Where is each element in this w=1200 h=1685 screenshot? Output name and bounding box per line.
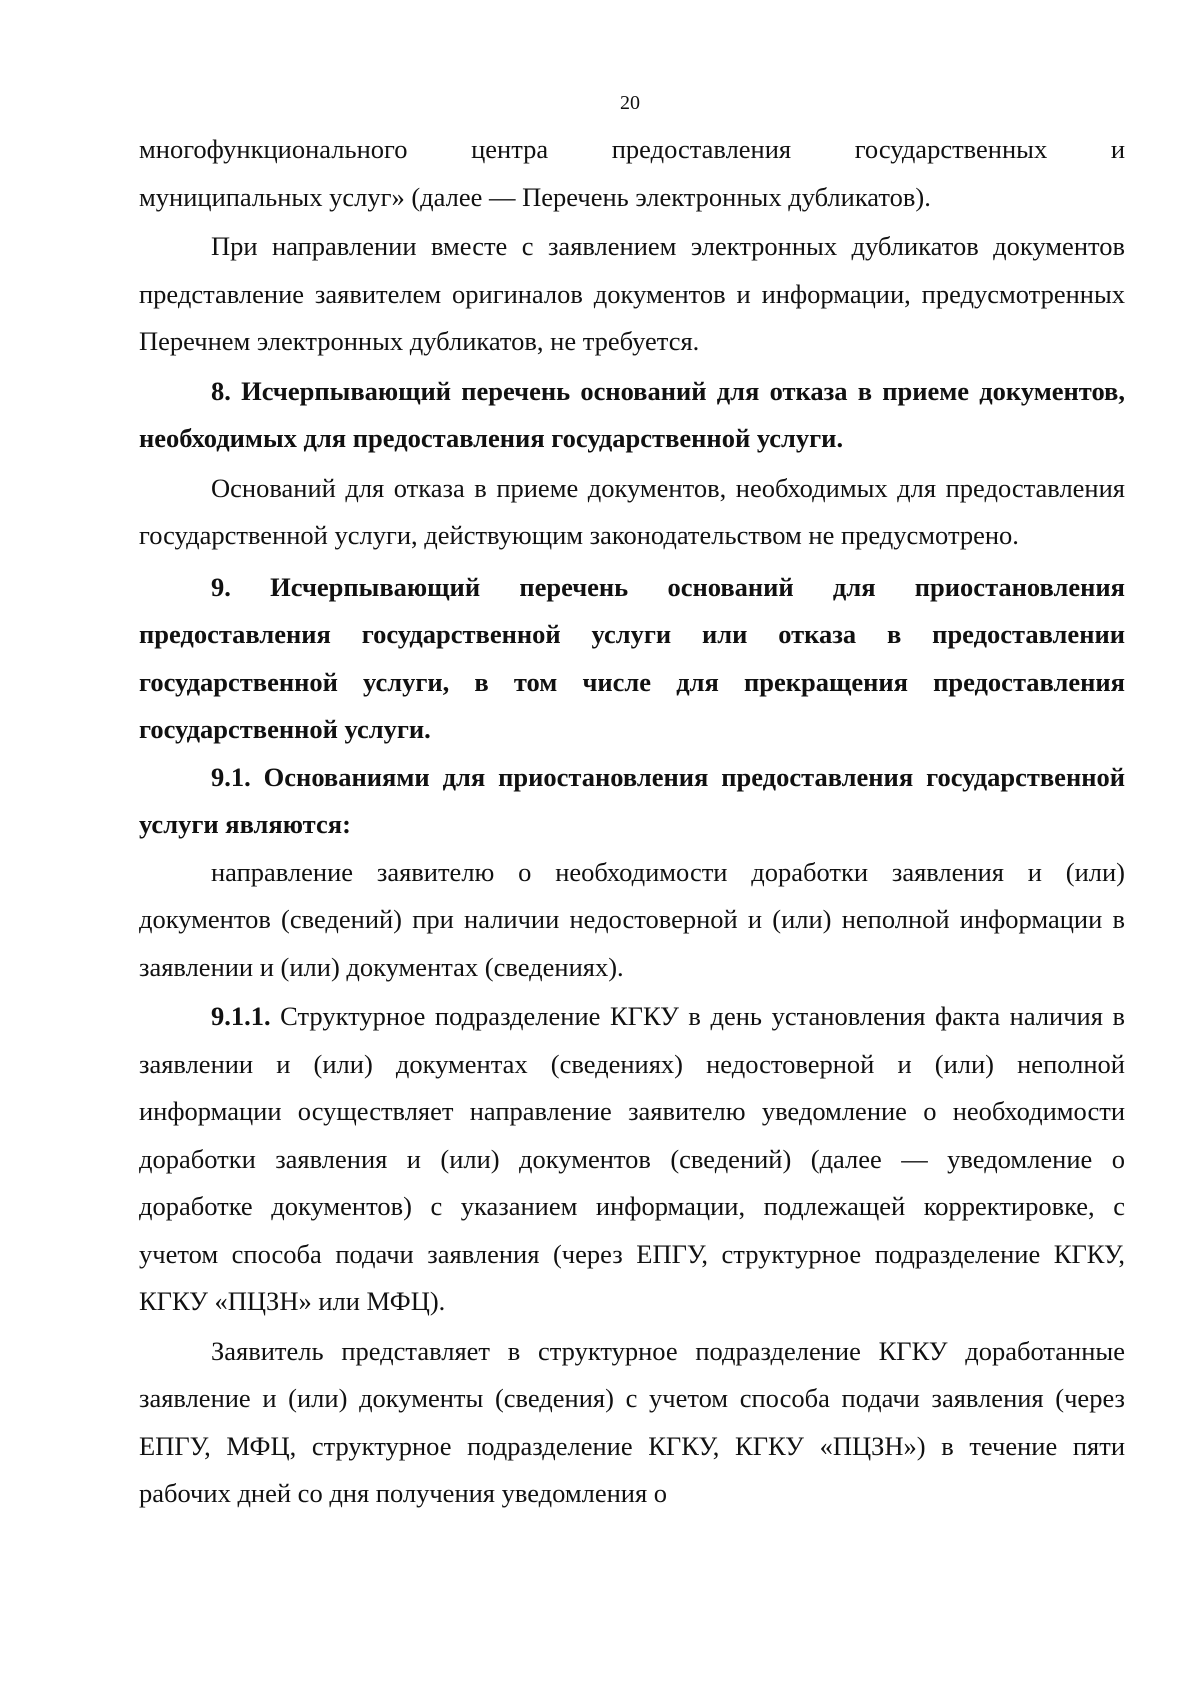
page-number: 20 — [620, 92, 640, 114]
page-content — [139, 126, 1125, 1518]
section-heading-8: 8. Исчерпывающий перечень оснований для отказа в приеме документов, необходимых для предоставления государственной услуги. — [139, 375, 1125, 453]
clause-text: Структурное подразделение КГКУ в день установления факта наличия в заявлении и (или) документах (сведениях) недостоверной и (или) неполной информации осуществляет направление заявителю уведомление о необходимости доработки заявления и (или) документов (сведений) (далее — уведомление о доработке документов) с указанием информации, подлежащей корректировке, с учетом способа подачи заявления (через ЕПГУ, структурное подразделение КГКУ, КГКУ «ПЦЗН» или МФЦ). — [139, 1001, 1125, 1316]
section-heading-9-1: 9.1. Основаниями для приостановления предоставления государственной услуги являются: — [139, 761, 1125, 839]
paragraph-9-1-1 — [139, 993, 1125, 1326]
paragraph-continuation: муниципальных услуг» (далее — Перечень электронных дубликатов). — [139, 181, 931, 212]
paragraph-applicant-submits: Заявитель представляет в структурное подразделение КГКУ доработанные заявление и (или) документы (сведения) с учетом способа подачи заявления (через ЕПГУ, МФЦ, структурное подразделение КГКУ, КГКУ «ПЦЗН») в течение пяти рабочих дней со дня получения уведомления о — [139, 1335, 1125, 1508]
paragraph-continuation-line1: многофункционального центра предоставления государственных и — [139, 134, 1125, 164]
paragraph-no-refusal-grounds: Оснований для отказа в приеме документов, необходимых для предоставления государственной услуги, действующим законодательством не предусмотрено. — [139, 472, 1125, 550]
clause-number: 9.1.1. — [211, 1001, 271, 1031]
paragraph-electronic-duplicates: При направлении вместе с заявлением электронных дубликатов документов представление заявителем оригиналов документов и информации, предусмотренных Перечнем электронных дубликатов, не требуется. — [139, 231, 1125, 356]
section-heading-9: 9. Исчерпывающий перечень оснований для приостановления предоставления государственной услуги или отказа в предоставлении государственной услуги, в том числе для прекращения предоставления государственной услуги. — [139, 571, 1125, 744]
paragraph-notification-direction: направление заявителю о необходимости доработки заявления и (или) документов (сведений) при наличии недостоверной и (или) неполной информации в заявлении и (или) документах (сведениях). — [139, 856, 1125, 982]
